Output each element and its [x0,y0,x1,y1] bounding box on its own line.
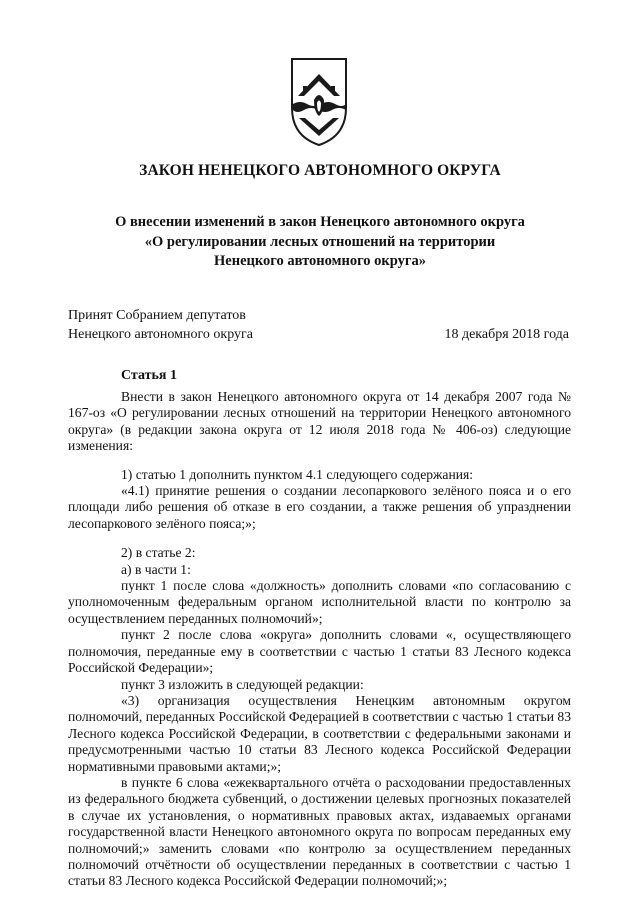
paragraph: а) в части 1: [121,561,191,577]
adopted-by-line: Ненецкого автономного округа [68,327,253,342]
article-heading: Статья 1 [121,368,177,383]
law-title: ЗАКОН НЕНЕЦКОГО АВТОНОМНОГО ОКРУГА [139,162,501,179]
adopted-by [68,306,253,344]
subtitle-line: О внесении изменений в закон Ненецкого автономного округа [115,214,525,230]
adopted-by-line: Принят Собранием депутатов [68,308,246,323]
paragraph: «4.1) принятие решения о создании лесопаркового зелёного пояса и о его площади либо решения об отказе в его создании, а также решения об упразднении лесопаркового зелёного пояса;»; [68,483,571,531]
coat-of-arms-icon [289,56,349,148]
subtitle-line: Ненецкого автономного округа» [214,253,426,269]
subtitle-line: «О регулировании лесных отношений на территории [144,233,496,250]
paragraph: 1) статью 1 дополнить пунктом 4.1 следующего содержания: [121,466,474,482]
paragraph: Внести в закон Ненецкого автономного округа от 14 декабря 2007 года № 167-оз «О регулировании лесных отношений на территории Ненецкого автономного округа» (в редакции закона округа от 12 июля 2018 года № 406-оз) следующие изменения: [68,389,571,454]
article-body [68,389,571,890]
paragraph: в пункте 6 слова «ежеквартального отчёта о расходовании предоставленных из федерального бюджета субвенций, о достижении целевых прогнозных показателей в случае их установления, о нормативных правовых актах, издаваемых органами государственной власти Ненецкого автономного округа по вопросам переданных ему полномочий;» заменить словами «по контролю за осуществлением переданных полномочий отчётности об осуществлении переданных в соответствии с частью 1 статьи 83 Лесного кодекса Российской Федерации полномочий;»; [68,774,571,889]
paragraph: 2) в статье 2: [121,545,196,561]
adopted-date: 18 декабря 2018 года [444,327,569,342]
paragraph: пункт 2 после слова «округа» дополнить словами «, осуществляющего полномочия, переданные ему в соответствии с частью 1 статьи 83 Лесного кодекса Российской Федерации»; [68,627,571,676]
paragraph: пункт 1 после слова «должность» дополнить словами «по согласованию с уполномоченным федеральным органом исполнительной власти по контролю за осуществлением переданных полномочий»; [68,578,571,626]
paragraph: «3) организация осуществления Ненецким автономным округом полномочий, переданных Российской Федерацией в соответствии с частью 1 статьи 83 Лесного кодекса Российской Федерации, в соответствии с федеральными законами и предусмотренными частью 10 статьи 83 Лесного кодекса Российской Федерации нормативными правовыми актами;»; [68,692,572,774]
paragraph: пункт 3 изложить в следующей редакции: [121,676,364,692]
law-subtitle [0,213,640,272]
